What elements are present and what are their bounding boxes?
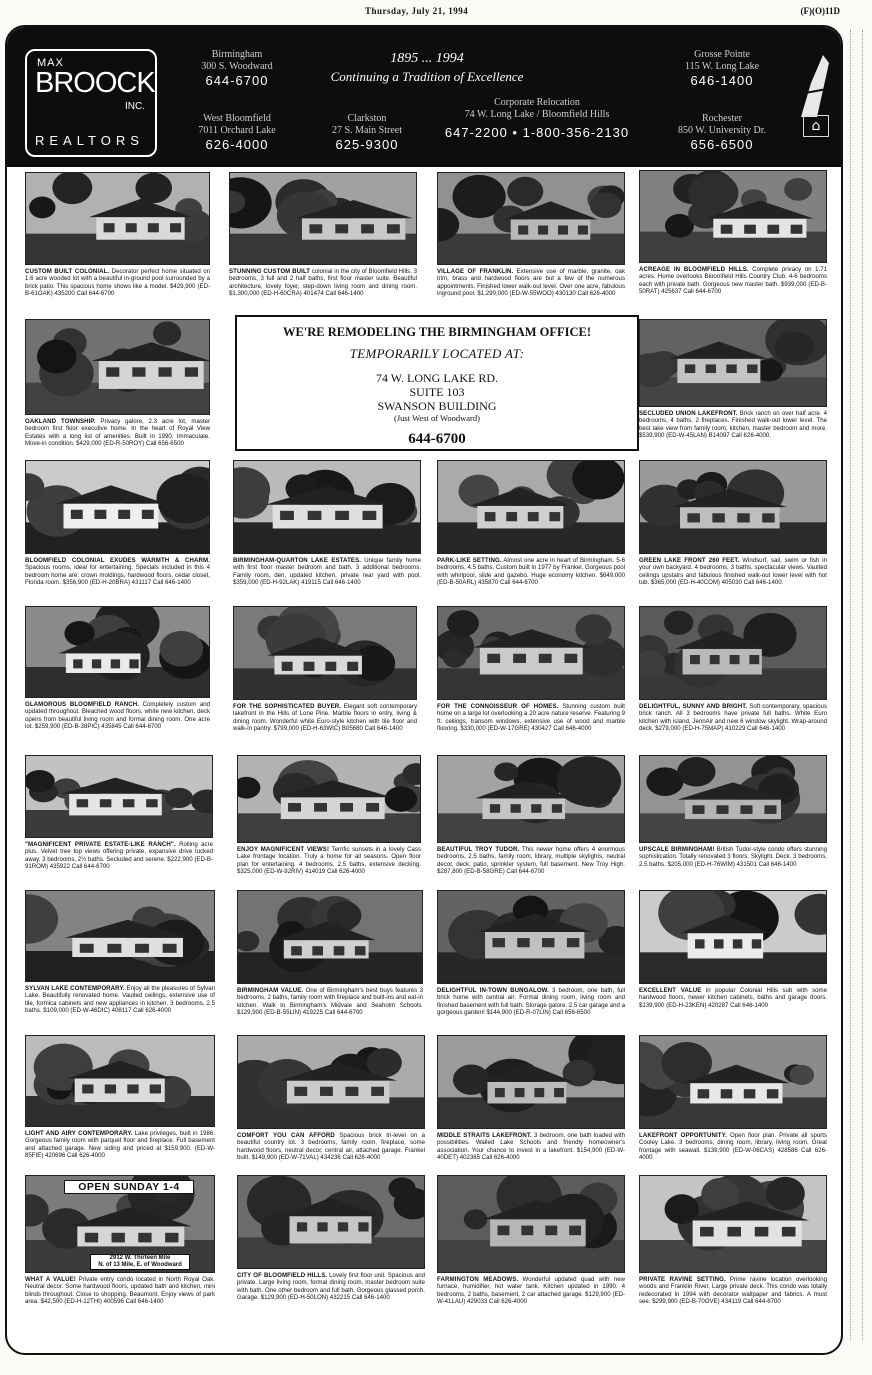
listing-caption (639, 266, 827, 320)
listing-photo (233, 460, 421, 554)
listing-caption (437, 1276, 625, 1338)
listing-title: GLAMOROUS BLOOMFIELD RANCH. (25, 701, 140, 708)
listing-photo (639, 170, 827, 263)
listing-description: Private entry condo located in North Royal Oak. Neutral decor. Some hardwood floors, updated bath and kitchen, mini blinds throughout. Close to shopping. Beaumont. Enjoy views of park area. $42,500 (ED-H-12THI) 400596 Call 646-1400 (25, 1276, 215, 1305)
listing-card (437, 1035, 625, 1197)
listing-card (25, 460, 210, 622)
listing-photo (639, 319, 827, 407)
listing-card (639, 1175, 827, 1335)
listing-card (233, 606, 417, 768)
listing-photo (237, 1035, 425, 1129)
listing-title: "MAGNIFICENT PRIVATE ESTATE-LIKE RANCH". (25, 841, 176, 848)
ad-header (7, 27, 841, 167)
listing-caption (25, 701, 210, 759)
logo-realtors: REALTORS (35, 133, 144, 148)
listing-description: Almost one acre in heart of Birmingham. 5-6 bedrooms, 4.5 baths. Custom built in 1977 by Frankel. Gorgeous pool with whirlpool, slide and gazebo. Huge economy kitchen. $649,000 (ED-B-50ARL) 435870 Call 644-6700 (437, 557, 625, 586)
listing-photo (437, 890, 625, 984)
listing-photo (437, 172, 625, 265)
listing-description: 3 bedroom, one bath, full brick home with central air. Formal dining room, living room and finished basement with full bath. Storage galore. 2.5 car garage and a gorgeous garden! $144,900 (ED-R-07LIN) Call 656-6500 (437, 987, 625, 1016)
listing-card (437, 172, 625, 323)
open-house-cross-streets: N. of 13 Mile, E. of Woodward (98, 1262, 182, 1268)
listing-title: VILLAGE OF FRANKLIN. (437, 268, 514, 275)
lighthouse-icon (797, 53, 831, 119)
listing-title: STUNNING CUSTOM BUILT (229, 268, 311, 275)
listing-caption (639, 1276, 827, 1334)
page-edge-right-outer (862, 30, 866, 1340)
page-edge-right (850, 30, 854, 1340)
notice-building: SWANSON BUILDING (377, 399, 497, 413)
listing-description: Lake privileges, built in 1986. Gorgeous family room with parquet floor and fireplace. Full basement and attached garage. New siding and priced at $159,900. (ED-W-85FIE) 420696 Call 626-4000 (25, 1130, 215, 1159)
listing-card (639, 319, 827, 469)
listing-description: Wonderful updated quad with new furnace, humidifier, hot water tank. Kitchen updated in 1990. 4 bedrooms, 2 baths, basement, 2 car attached garage. $129,900 (ED-W-41LAU) 429033 Call 626-4000 (437, 1276, 625, 1305)
listing-description: Spacious rooms, ideal for entertaining. Specials included in this 4 bedroom home are: crown moldings, hardwood floors, cedar closet, Florida room. $356,900 (ED-H-20BRA) 431117 Call 646-1400 (25, 564, 210, 586)
listing-photo (25, 172, 210, 265)
listing-card (25, 319, 210, 483)
office-address: 115 W. Long Lake (684, 61, 760, 72)
office-address: 74 W. Long Lake / Bloomfield Hills (464, 109, 610, 120)
office-phone: 647-2200 • 1-800-356-2130 (444, 125, 630, 140)
listing-photo (237, 1175, 425, 1269)
listing-card (25, 606, 210, 760)
listing-photo (437, 1175, 625, 1273)
listing-description: Unique family home with first floor master bedroom and bath. 3 additional bedrooms. Family room, den, updated kitchen, private rear yard with pool. $359,000 (ED-H-92LAK) 419115 Call 646-1400 (233, 557, 421, 586)
listing-description: Windsurf, sail, swim or fish in your own backyard. 4 bedrooms, 3 baths, spectacular views. Vaulted ceilings upstairs and fabulous finished walk-out lower level with hot tub. $365,000 (ED-H-40COM) 405030 Call 646-1400. (639, 557, 827, 586)
listing-description: Soft contemporary, spacious brick ranch. All 3 bedrooms have private full baths. White Euro kitchen with island, JennAir and new 6 window skylight. Wrap-around deck. $279,000 (ED-H-75MAP) 410229 Call 646-1400 (639, 703, 827, 732)
notice-subhead: TEMPORARILY LOCATED AT: (349, 346, 525, 361)
listing-card (25, 890, 215, 1050)
listing-card (233, 460, 421, 612)
listing-photo (229, 172, 417, 265)
office-address: 27 S. Main Street (332, 125, 402, 136)
listing-photo (237, 890, 423, 984)
listing-description: Decorator perfect home situated on 1.6 acre wooded lot with a beautiful in-ground pool surrounded by a brick patio. This spacious home shows like a model. $429,900 (ED-B-61OAK) 435200 Call 644-6700 (25, 268, 210, 297)
office-rochester (662, 113, 782, 151)
listing-title: GREEN LAKE FRONT 260 FEET. (639, 557, 740, 564)
listing-card (639, 170, 827, 321)
listing-title: BLOOMFIELD COLONIAL EXUDES WARMTH & CHARM. (25, 557, 210, 564)
listing-caption (237, 1272, 425, 1346)
tagline-motto: Continuing a Tradition of Excellence (330, 69, 524, 84)
office-address: 300 S. Woodward (201, 61, 273, 72)
office-phone: 646-1400 (690, 73, 754, 88)
office-grosse-pointe (662, 49, 782, 87)
office-clarkston (317, 113, 417, 151)
listing-caption (25, 841, 213, 895)
listing-description: British Tudor-style condo offers stunning sophistication. Totally renovated 3 floors. Skylight. Deck. 3 bedrooms, 2.5 baths. $205,000 (ED-H-76WIM) 431501 Call 646-1400 (639, 846, 827, 868)
listing-title: BEAUTIFUL TROY TUDOR. (437, 846, 520, 853)
listing-description: Brick ranch on over half acre. 4 bedrooms, 4 baths, 2 fireplaces. Finished walk-out lower level. The best lake view from family room, kitchen, master bedroom and more. $539,900 (ED-W-45LAN) B14097 Call 626-4000. (639, 410, 827, 439)
listing-photo (639, 1035, 827, 1129)
listing-description: Terrific sunsets in a lovely Cass Lake frontage location. Truly a home for all seasons. Open floor plan for entertaining. 4 bedrooms, 2.5 baths, extensive decking. $325,000 (ED-W-92RIV) 414019 Call 626-4000 (237, 846, 421, 875)
listing-description: Rolling acre plus. Velvet tree top views offering private, expansive drive tucked away. 3 bedrooms, 2½ baths. Secluded and serene. $222,900 (ED-B-91ROM) 435922 Call 644-6700 (25, 841, 213, 870)
listing-caption (639, 987, 827, 1041)
listing-description: Stunning custom built home on a large lot overlooking a 20 acre nature reserve. Featuring 9 ft. ceilings, transom windows, extensive use of wood and marble flooring. $330,000 (ED-W-17GRE) 430427 Call 646-4000 (437, 703, 625, 732)
listing-photo (437, 606, 625, 700)
listing-card (237, 1035, 425, 1197)
listing-caption (437, 268, 625, 322)
listing-title: DELIGHTFUL, SUNNY AND BRIGHT. (639, 703, 748, 710)
listing-title: ACREAGE IN BLOOMFIELD HILLS. (639, 266, 749, 273)
listing-title: LAKEFRONT OPPORTUNITY. (639, 1132, 727, 1139)
open-house-address (90, 1254, 190, 1270)
masthead (0, 6, 872, 20)
listing-description: Privacy galore, 2.3 acre lot, master bedroom first floor executive home. In the heart of Royal View Estates with a long list of amenities. Built in 1990. Immaculate. Move-in condition. $429,000 (ED-R-50ROY) Call 656-6500 (25, 418, 210, 447)
office-name: Grosse Pointe (694, 49, 750, 60)
listing-photo (25, 460, 210, 554)
office-birmingham (182, 49, 292, 87)
listing-description: Enjoy all the pleasures of Sylvan Lake. Beautifully renovated home. Vaulted ceilings, extensive use of tile, formica cabinets and new appliances in kitchen. 3 bedrooms, 2.5 baths. $109,000 (ED-W-46DIC) 408117 Call 626-4000 (25, 985, 215, 1014)
notice-street: 74 W. LONG LAKE RD. (376, 371, 498, 385)
listing-description: Lovely first floor unit. Spacious and private. Large living room, formal dining room, master bedroom suite with bath. One other bedroom and full bath. Gorgeous glassed porch. Garage. $129,900 (ED-H-50LON) 432215 Call 646-1400 (237, 1272, 425, 1301)
listing-description: Prime ravine location overlooking woods and Franklin River. Large private deck. This condo was totally redecorated in 1994 with decorator wallpaper and fabrics. A must see. $299,900 (ED-B-70OVE) 434119 Call 644-6700 (639, 1276, 827, 1305)
listing-card (639, 460, 827, 612)
listing-card (229, 172, 417, 323)
listing-description: Open floor plan. Private all sports Cooley Lake. 3 bedrooms, dining room, library, living room. Great frontage with seawall. $139,900 (ED-W-06CAS) 428586 Call 626-4000 (639, 1132, 827, 1161)
masthead-date: Thursday, July 21, 1994 (365, 6, 469, 16)
listing-card (437, 890, 625, 1052)
listing-caption (233, 557, 421, 611)
listing-photo (639, 890, 827, 984)
listing-title: ENJOY MAGNIFICENT VIEWS! (237, 846, 330, 853)
listing-card (237, 890, 423, 1054)
tagline (307, 51, 547, 85)
listing-card (237, 1175, 425, 1347)
office-corporate-relocation (432, 97, 642, 139)
listing-title: EXCELLENT VALUE (639, 987, 702, 994)
office-phone: 626-4000 (205, 137, 269, 152)
listing-description: 3 bedroom, one bath loaded with possibilities. Walled Lake Schools and friendly homeowner's association. Your chance to invest in a lakefront. $154,900 (ED-W-40DET) 402365 Call 626-4000 (437, 1132, 625, 1161)
listing-photo (25, 755, 213, 838)
listing-description: Extensive use of marble, granite, oak trim, brass and hardwood floors are but a few of the numerous appointments. Finished lower walk-out level. Over one acre, fabulous inground pool. $1,290,000 (ED-W-55WOO) 430130 Call 626-4000 (437, 268, 625, 297)
listing-card (639, 606, 827, 758)
office-phone: 625-9300 (335, 137, 399, 152)
listing-photo (25, 319, 210, 415)
listing-title: CUSTOM BUILT COLONIAL. (25, 268, 110, 275)
listing-title: COMFORT YOU CAN AFFORD (237, 1132, 335, 1139)
listing-caption (25, 1276, 215, 1346)
listing-card (437, 606, 625, 758)
listing-title: FOR THE SOPHISTICATED BUYER. (233, 703, 342, 710)
equal-housing-icon: ⌂ (803, 115, 829, 137)
office-phone: 644-6700 (205, 73, 269, 88)
listing-photo (237, 755, 421, 843)
office-address: 850 W. University Dr. (677, 125, 767, 136)
listing-caption (639, 557, 827, 611)
notice-suite: SUITE 103 (409, 385, 465, 399)
office-move-notice (235, 315, 639, 451)
office-name: Birmingham (211, 49, 263, 60)
logo-inc: INC. (125, 101, 145, 112)
listing-title: FARMINGTON MEADOWS. (437, 1276, 519, 1283)
ad-frame (5, 25, 843, 1355)
listing-title: WHAT A VALUE! (25, 1276, 76, 1283)
listing-title: PRIVATE RAVINE SETTING. (639, 1276, 726, 1283)
listing-card (25, 755, 213, 896)
listing-card (437, 755, 625, 911)
office-phone: 656-6500 (690, 137, 754, 152)
listing-description: Completely custom and updated throughout. Bleached wood floors, white new kitchen, deck opens from beautiful living room and formal dining room. One acre lot. $259,900 (ED-B-38PIC) 435845 Call 644-6700 (25, 701, 210, 730)
open-house-street: 2912 W. Thirteen Mile (109, 1255, 171, 1261)
listing-photo (639, 1175, 827, 1273)
listing-caption (639, 703, 827, 757)
listing-description: Spacious brick tri-level on a beautiful country lot. 3 bedrooms, family room, fireplace, some hardwood floors, neutral decor, central air, attached garage. Frankel built. $149,900 (ED-W-71VAL) 434236 Call 626-4000 (237, 1132, 425, 1161)
listing-photo (437, 755, 625, 843)
office-name: Rochester (702, 113, 742, 124)
tagline-years: 1895 ... 1994 (390, 51, 464, 66)
notice-phone: 644-6700 (408, 431, 466, 447)
listing-description: This newer home offers 4 enormous bedrooms, 2.5 baths, family room, library, multiple skylights, neutral decor, deck, patio, sprinkler system, full basement. New Troy High. $287,800 (ED-B-58GRE) Call 644-6700 (437, 846, 625, 875)
listing-title: DELIGHTFUL IN-TOWN BUNGALOW. (437, 987, 549, 994)
listing-card (25, 1175, 215, 1347)
listing-photo (25, 606, 210, 698)
listing-title: SECLUDED UNION LAKEFRONT. (639, 410, 738, 417)
listing-photo (25, 1035, 215, 1127)
listing-card (639, 1035, 827, 1187)
office-name: Clarkston (347, 113, 387, 124)
listing-description: colonial in the city of Bloomfield Hills. 3 bedrooms, 3 full and 2 half baths, first floor master suite. Beautiful architecture, lovely foyer, step-down living room and dining room. $1,300,000 (ED-H-60CRA) 401474 Call 646-1400 (229, 268, 417, 297)
office-west-bloomfield (182, 113, 292, 151)
listing-description: Complete privacy on 1.71 acres. Home overlooks Bloomfield Hills Country Club. 4-6 bedrooms each with private bath. Gorgeous new master bath. $939,000 (ED-B-50RAT) 425637 Call 644-6700 (639, 266, 827, 295)
listing-photo (25, 1175, 215, 1273)
open-house-ribbon: OPEN SUNDAY 1-4 (64, 1180, 194, 1194)
listing-title: UPSCALE BIRMINGHAM! (639, 846, 715, 853)
listing-title: CITY OF BLOOMFIELD HILLS. (237, 1272, 328, 1279)
notice-headline: WE'RE REMODELING THE BIRMINGHAM OFFICE! (282, 325, 592, 339)
office-address: 7011 Orchard Lake (198, 125, 276, 136)
listing-photo (25, 890, 215, 982)
listing-caption (437, 703, 625, 757)
listing-caption (437, 557, 625, 611)
listing-title: PARK-LIKE SETTING. (437, 557, 502, 564)
listing-card (639, 890, 827, 1042)
listing-description: in popular Colonial Hills sub with some hardwood floors, newer kitchen cabinets, baths and garage doors. $139,900 (ED-H-23KEN) 420287 Call 646-1400 (639, 987, 827, 1009)
listing-photo (639, 460, 827, 554)
listing-card (437, 1175, 625, 1339)
listing-title: MIDDLE STRAITS LAKEFRONT. (437, 1132, 532, 1139)
listing-photo (437, 460, 625, 554)
listing-description: One of Birmingham's best buys features 3 bedrooms, 2 baths, family room with fireplace and built-ins and eat-in kitchen. Walk to Birmingham's Midvale and Seaholm Schools. $129,900 (ED-B-55LIN) 419225 Call 644-6700 (237, 987, 423, 1016)
listing-caption (25, 268, 210, 322)
company-logo (25, 49, 157, 157)
listing-card (25, 1035, 215, 1195)
listing-title: BIRMINGHAM-QUARTON LAKE ESTATES. (233, 557, 362, 564)
listing-title: FOR THE CONNOISSEUR OF HOMES. (437, 703, 559, 710)
office-name: West Bloomfield (203, 113, 271, 124)
listing-title: LIGHT AND AIRY CONTEMPORARY. (25, 1130, 133, 1137)
listing-caption (229, 268, 417, 322)
listing-card (639, 755, 827, 901)
listing-photo (233, 606, 417, 700)
notice-directions: (Just West of Woodward) (394, 413, 480, 423)
listing-title: OAKLAND TOWNSHIP. (25, 418, 96, 425)
listing-card (437, 460, 625, 612)
listing-card (25, 172, 210, 323)
page-number: (F)(O)11D (800, 6, 840, 16)
listing-photo (639, 755, 827, 843)
listing-photo (639, 606, 827, 700)
logo-max: MAX (37, 57, 64, 69)
office-name: Corporate Relocation (494, 97, 580, 108)
listing-photo (437, 1035, 625, 1129)
listing-description: Elegant soft contemporary lakefront in the Hills of Lone Pine. Marble floors in entry, living & dining room. Wonderful white Euro-style kitchen with tile floor and walk-in pantry. $799,000 (ED-H-63WIC) B05680 Call 646-1400 (233, 703, 417, 732)
logo-brand: BROOCK (35, 67, 155, 99)
listing-title: BIRMINGHAM VALUE. (237, 987, 304, 994)
page-footer (0, 1360, 872, 1372)
listing-title: SYLVAN LAKE CONTEMPORARY. (25, 985, 125, 992)
